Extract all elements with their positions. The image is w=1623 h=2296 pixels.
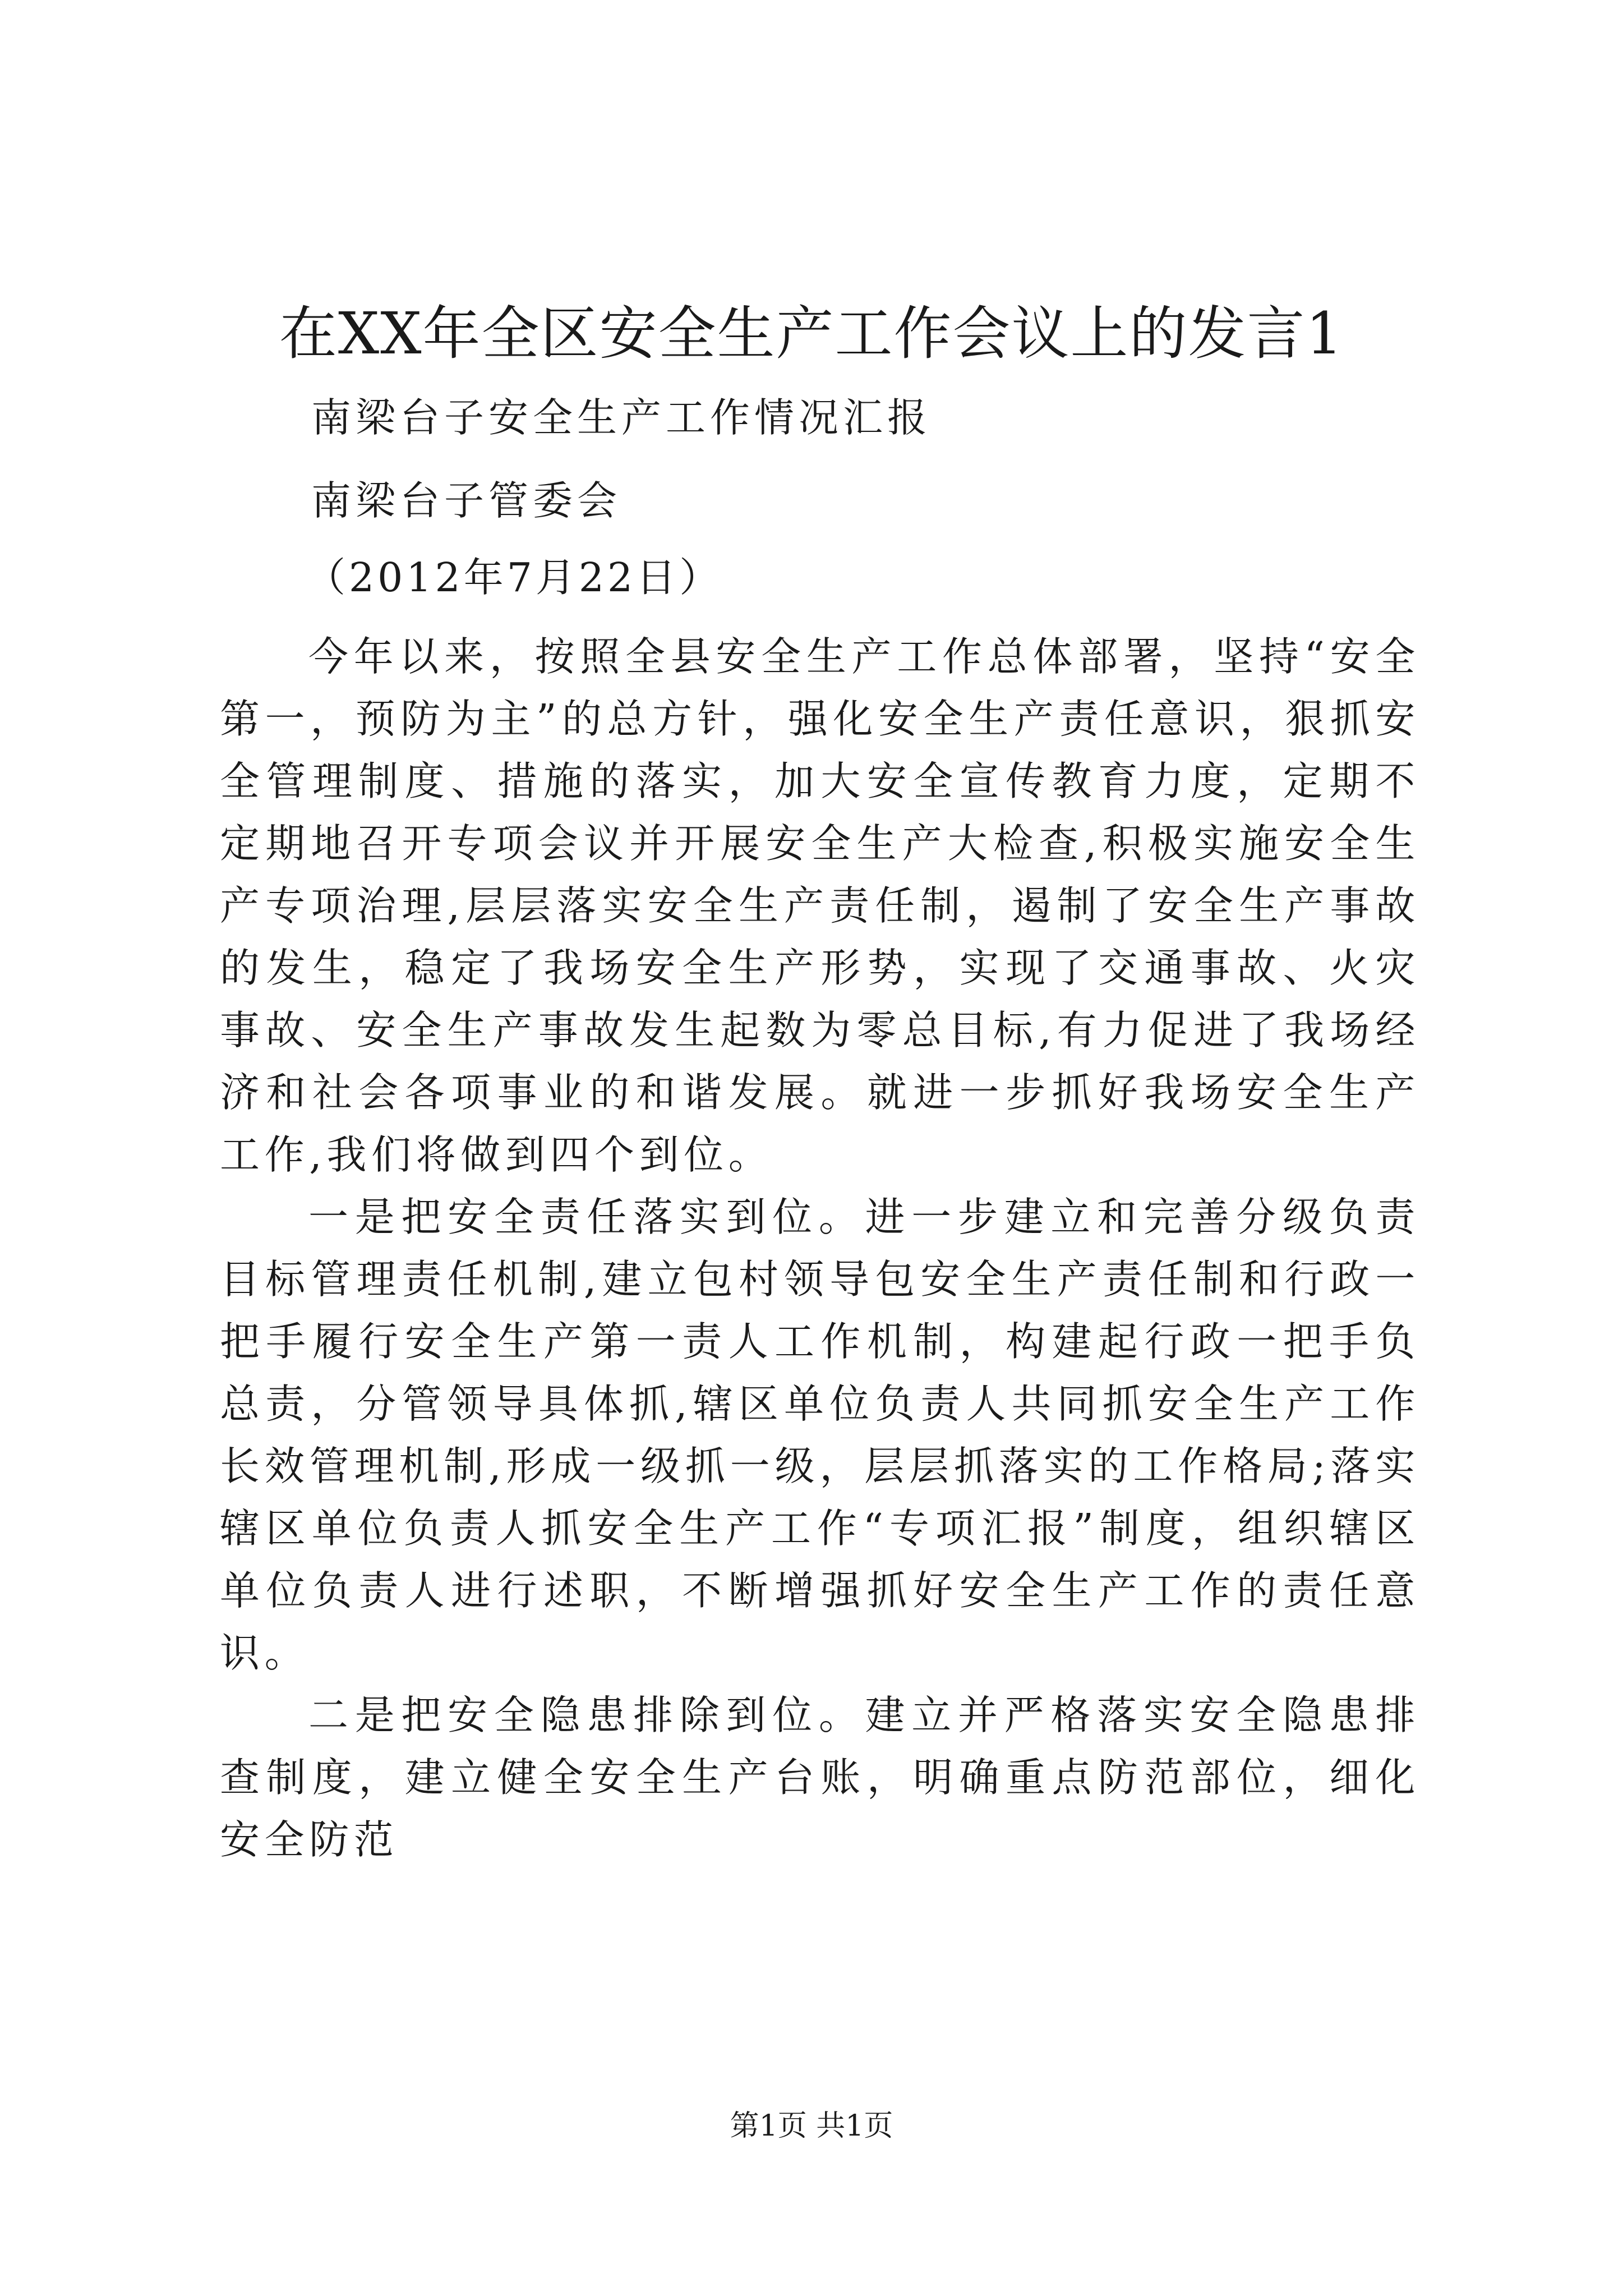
- paragraph-intro: 今年以来，按照全县安全生产工作总体部署，坚持“安全第一，预防为主”的总方针，强化安全生产责任意识，狠抓安全管理制度、措施的落实，加大安全宣传教育力度，定期不定期地召开专项会议并开展安全生产大检查,积极实施安全生产专项治理,层层落实安全生产责任制，遏制了安全生产事故的发生，稳定了我场安全生产形势，实现了交通事故、火灾事故、安全生产事故发生起数为零总目标,有力促进了我场经济和社会各项事业的和谐发展。就进一步抓好我场安全生产工作,我们将做到四个到位。: [220, 633, 1420, 1178]
- report-subtitle: 南梁台子安全生产工作情况汇报: [311, 394, 932, 441]
- page-footer: 第1页 共1页: [730, 2109, 893, 2143]
- paragraph-hazards: 二是把安全隐患排除到位。建立并严格落实安全隐患排查制度，建立健全安全生产台账，明确重点防范部位，细化安全防范: [220, 1692, 1420, 1863]
- author-line: 南梁台子管委会: [311, 477, 622, 524]
- paragraph-responsibility: 一是把安全责任落实到位。进一步建立和完善分级负责目标管理责任机制,建立包村领导包安全生产责任制和行政一把手履行安全生产第一责人工作机制，构建起行政一把手负总责，分管领导具体抓,辖区单位负责人共同抓安全生产工作长效管理机制,形成一级抓一级，层层抓落实的工作格局;落实辖区单位负责人抓安全生产工作“专项汇报”制度，组织辖区单位负责人进行述职，不断增强抓好安全生产工作的责任意识。: [220, 1194, 1420, 1676]
- date-line: （2012年7月22日）: [306, 554, 723, 601]
- body-text: [220, 625, 1420, 1871]
- document-title: 在XX年全区安全生产工作会议上的发言1: [279, 300, 1344, 367]
